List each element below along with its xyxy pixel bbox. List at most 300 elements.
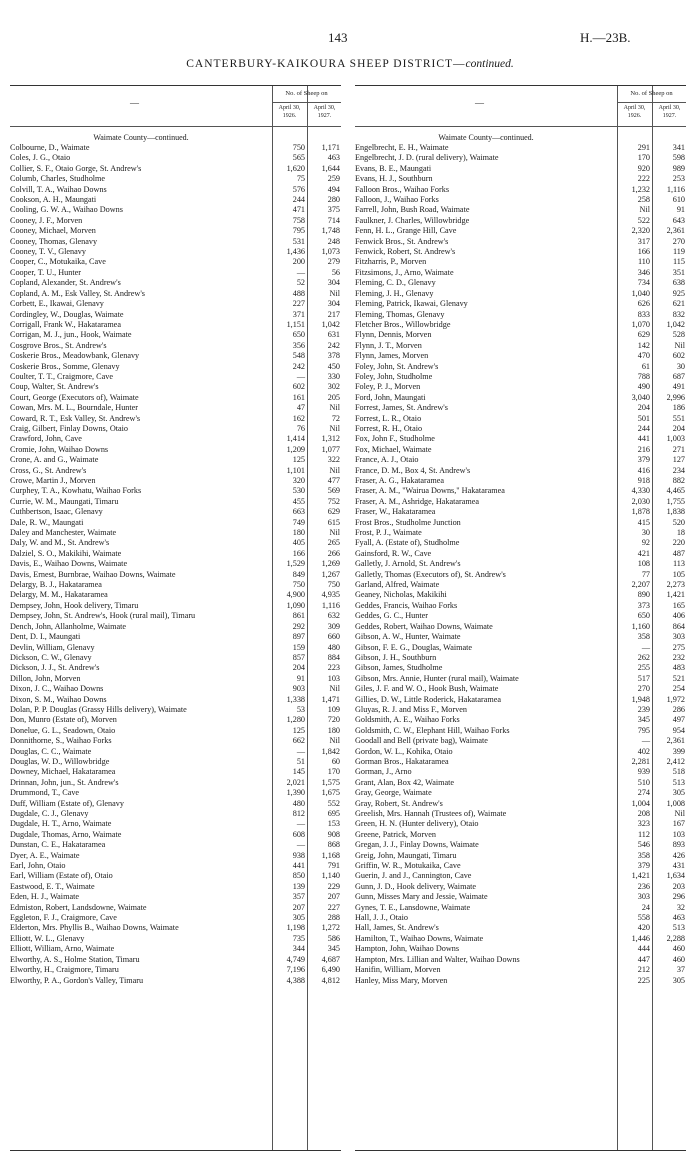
sheep-1927: 271 <box>672 444 685 454</box>
table-row <box>10 216 341 226</box>
sheep-1927: 629 <box>327 507 340 517</box>
owner-name: Foley, John, Studholme <box>355 371 433 381</box>
table-row <box>355 767 686 777</box>
table-row <box>10 601 341 611</box>
sheep-1927: 18 <box>676 528 685 538</box>
owner-name: Fraser, W., Hakataramea <box>355 507 436 517</box>
owner-name: Gainsford, R. W., Cave <box>355 548 432 558</box>
sheep-1927: 884 <box>327 652 340 662</box>
table-row <box>10 799 341 809</box>
owner-name: Flynn, Dennis, Morven <box>355 330 432 340</box>
sheep-1927: 586 <box>327 933 340 943</box>
table-row <box>355 726 686 736</box>
sheep-1927: 180 <box>327 725 340 735</box>
table-row <box>10 518 341 528</box>
sheep-1927: 1,116 <box>321 600 340 610</box>
sheep-1926: 92 <box>641 538 650 548</box>
owner-name: Geaney, Nicholas, Makikihi <box>355 590 447 600</box>
table-row <box>355 622 686 632</box>
table-row <box>355 944 686 954</box>
table-row <box>10 320 341 330</box>
sheep-1926: 159 <box>292 642 305 652</box>
sheep-1927: 1,748 <box>321 226 340 236</box>
owner-name: Guerin, J. and J., Cannington, Cave <box>355 871 472 881</box>
sheep-1927: Nil <box>674 809 685 818</box>
owner-name: Gray, George, Waimate <box>355 788 432 798</box>
owner-name: Evans, H. J., Southburn <box>355 174 433 184</box>
sheep-1926: 602 <box>292 382 305 392</box>
table-row <box>355 143 686 153</box>
sheep-1927: 165 <box>672 600 685 610</box>
sheep-1926: 166 <box>292 548 305 558</box>
owner-name: Cromie, John, Waihao Downs <box>10 444 109 454</box>
sheep-1926: 200 <box>292 257 305 267</box>
sheep-1927: 752 <box>327 496 340 506</box>
sheep-1926: 108 <box>637 559 650 569</box>
owner-name: Dickson, C. W., Glenavy <box>10 652 92 662</box>
table-row <box>10 653 341 663</box>
sheep-1927: 521 <box>672 673 685 683</box>
owner-name: Douglas, C. C., Waimate <box>10 746 92 756</box>
owner-name: Foley, John, St. Andrew's <box>355 361 439 371</box>
owner-name: Elworthy, A. S., Holme Station, Timaru <box>10 954 140 964</box>
table-row <box>10 840 341 850</box>
sheep-1926: 161 <box>292 392 305 402</box>
name-column-header: — <box>130 98 139 108</box>
right-table <box>355 85 686 1151</box>
owner-name: Forrest, L. R., Otaio <box>355 413 422 423</box>
table-row <box>355 205 686 215</box>
table-row <box>355 799 686 809</box>
sheep-1927: 30 <box>676 361 685 371</box>
sheep-1927: 322 <box>327 455 340 465</box>
sheep-1926: 920 <box>637 163 650 173</box>
sheep-1926: 1,070 <box>631 319 650 329</box>
sheep-1926: 4,388 <box>286 975 305 985</box>
sheep-1926: 204 <box>637 403 650 413</box>
table-row <box>355 923 686 933</box>
table-row <box>10 559 341 569</box>
table-row <box>10 424 341 434</box>
table-row <box>10 643 341 653</box>
sheep-1926: 255 <box>637 663 650 673</box>
table-row <box>355 153 686 163</box>
sheep-1926: 939 <box>637 767 650 777</box>
table-row <box>10 549 341 559</box>
owner-name: Dempsey, John, St. Andrew's, Hook (rural mail), Timaru <box>10 611 196 621</box>
owner-name: Hall, James, St. Andrew's <box>355 923 439 933</box>
owner-name: Hall, J. J., Otaio <box>355 913 408 923</box>
table-row <box>10 185 341 195</box>
owner-name: Fitzharris, P., Morven <box>355 257 427 267</box>
table-row <box>10 590 341 600</box>
table-row <box>355 164 686 174</box>
table-row <box>10 965 341 975</box>
sheep-1927: 303 <box>672 632 685 642</box>
sheep-1927: 615 <box>327 517 340 527</box>
table-row <box>355 226 686 236</box>
owner-name: Crone, A. and G., Waimate <box>10 455 99 465</box>
sheep-1927: 518 <box>672 767 685 777</box>
sheep-1927: 220 <box>672 538 685 548</box>
table-row <box>10 934 341 944</box>
sheep-1926: 470 <box>637 351 650 361</box>
owner-name: Falloon, J., Waihao Forks <box>355 195 439 205</box>
table-row <box>10 903 341 913</box>
owner-name: Dempsey, John, Hook delivery, Timaru <box>10 600 139 610</box>
sheep-1926: 795 <box>292 226 305 236</box>
table-row <box>10 226 341 236</box>
sheep-1926: 162 <box>292 413 305 423</box>
sheep-1926: 833 <box>637 309 650 319</box>
table-row <box>10 414 341 424</box>
table-row <box>10 528 341 538</box>
table-row <box>355 747 686 757</box>
sheep-1926: 236 <box>637 881 650 891</box>
sheep-1927: 483 <box>672 663 685 673</box>
sheep-1926: — <box>641 642 650 652</box>
sheep-1927: 266 <box>327 548 340 558</box>
sheep-1927: 203 <box>672 881 685 891</box>
table-row <box>10 299 341 309</box>
table-row <box>355 674 686 684</box>
owner-name: Dugdale, Thomas, Arno, Waimate <box>10 829 122 839</box>
sheep-1926: 1,338 <box>286 694 305 704</box>
table-row <box>355 237 686 247</box>
owner-name: Dillon, John, Morven <box>10 673 81 683</box>
sheep-1927: 1,003 <box>666 434 685 444</box>
table-row <box>355 185 686 195</box>
table-row <box>355 486 686 496</box>
sheep-1926: 225 <box>637 975 650 985</box>
table-row <box>10 445 341 455</box>
sheep-1926: 812 <box>292 809 305 818</box>
sheep-1926: 530 <box>292 486 305 496</box>
sheep-1926: 608 <box>292 829 305 839</box>
owner-name: Davis, Ernest, Burnbrae, Waihao Downs, Waimate <box>10 569 176 579</box>
sheep-1927: 954 <box>672 725 685 735</box>
sheep-1926: 938 <box>292 850 305 860</box>
sheep-1926: 345 <box>637 715 650 725</box>
sheep-1927: 660 <box>327 632 340 642</box>
sheep-1926: 548 <box>292 351 305 361</box>
owner-name: Greene, Patrick, Morven <box>355 829 436 839</box>
sheep-1927: 868 <box>327 840 340 850</box>
owner-name: Elworthy, H., Craigmore, Timaru <box>10 965 119 975</box>
sheep-1927: 288 <box>327 913 340 923</box>
table-row <box>355 757 686 767</box>
sheep-1926: 850 <box>292 871 305 881</box>
sheep-1927: 1,644 <box>321 163 340 173</box>
owner-name: Corrigan, M. J., jun., Hook, Waimate <box>10 330 132 340</box>
owner-name: Cosgrove Bros., St. Andrew's <box>10 340 107 350</box>
sheep-1927: 305 <box>672 975 685 985</box>
owner-name: Dyer, A. E., Waimate <box>10 850 80 860</box>
owner-name: Davis, E., Waihao Downs, Waimate <box>10 559 128 569</box>
sheep-1927: 296 <box>672 892 685 902</box>
table-row <box>10 736 341 746</box>
sheep-1927: 305 <box>672 788 685 798</box>
sheep-1927: 1,634 <box>666 871 685 881</box>
sheep-1927: 2,273 <box>666 580 685 590</box>
sheep-1927: 1,312 <box>321 434 340 444</box>
table-row <box>10 351 341 361</box>
sheep-1927: 1,675 <box>321 788 340 798</box>
sheep-1926: 52 <box>296 278 305 288</box>
sheep-1927: 60 <box>331 756 340 766</box>
table-row <box>355 663 686 673</box>
sheep-1927: 279 <box>327 257 340 267</box>
sheep-1926: — <box>296 267 305 277</box>
sheep-1926: 1,620 <box>286 163 305 173</box>
sheep-1927: 2,996 <box>666 392 685 402</box>
owner-name: Grant, Alan, Box 42, Waimate <box>355 777 455 787</box>
table-row <box>10 976 341 986</box>
sheep-1927: 621 <box>672 299 685 309</box>
sheep-1926: 30 <box>641 528 650 538</box>
owner-name: Gunn, J. D., Hook delivery, Waimate <box>355 881 476 891</box>
sheep-1926: 531 <box>292 236 305 246</box>
owner-name: Eastwood, E. T., Waimate <box>10 881 95 891</box>
sheep-1927: 4,812 <box>321 975 340 985</box>
sheep-1926: 262 <box>637 652 650 662</box>
sheep-1926: 344 <box>292 944 305 954</box>
owner-name: Cooper, C., Motukaika, Cave <box>10 257 106 267</box>
sheep-1926: 405 <box>292 538 305 548</box>
table-row <box>355 934 686 944</box>
table-row <box>355 611 686 621</box>
sheep-1926: 47 <box>296 403 305 413</box>
owner-name: Gibson, J. H., Southburn <box>355 652 437 662</box>
sheep-1927: 115 <box>673 257 685 267</box>
sheep-1926: 1,004 <box>631 798 650 808</box>
owner-name: Devlin, William, Glenavy <box>10 642 95 652</box>
sheep-count-header: No. of Sheep on <box>272 86 341 103</box>
table-row <box>355 507 686 517</box>
table-row <box>10 809 341 819</box>
table-row <box>355 434 686 444</box>
county-section-heading: Waimate County—continued. <box>93 133 189 142</box>
table-row <box>355 195 686 205</box>
table-row <box>10 674 341 684</box>
county-section-heading: Waimate County—continued. <box>438 133 534 142</box>
sheep-1927: 687 <box>672 371 685 381</box>
sheep-1926: 1,160 <box>631 621 650 631</box>
table-row <box>355 851 686 861</box>
sheep-1926: — <box>296 371 305 381</box>
owner-name: Evans, B. E., Maungati <box>355 163 432 173</box>
owner-name: Galletly, J. Arnold, St. Andrew's <box>355 559 461 569</box>
sheep-1927: 1,269 <box>321 559 340 569</box>
sheep-1927: Nil <box>674 340 685 350</box>
sheep-1926: 415 <box>637 517 650 527</box>
sheep-1926: 890 <box>637 590 650 600</box>
sheep-1927: 528 <box>672 330 685 340</box>
owner-name: Gibson, A. W., Hunter, Waimate <box>355 632 461 642</box>
sheep-1927: 205 <box>327 392 340 402</box>
sheep-1927: Nil <box>329 736 340 746</box>
table-row <box>10 788 341 798</box>
table-row <box>10 330 341 340</box>
sheep-1926: 145 <box>292 767 305 777</box>
sheep-1926: 239 <box>637 704 650 714</box>
owner-name: Forrest, James, St. Andrew's <box>355 403 448 413</box>
owner-name: Fraser, A. M., "Wairua Downs," Hakataramea <box>355 486 505 496</box>
sheep-1927: 1,116 <box>666 184 685 194</box>
sheep-1926: 305 <box>292 913 305 923</box>
table-row <box>355 216 686 226</box>
sheep-1926: 488 <box>292 288 305 298</box>
sheep-1926: 480 <box>292 798 305 808</box>
sheep-1926: 110 <box>638 257 650 267</box>
sheep-1927: 450 <box>327 361 340 371</box>
sheep-1927: 378 <box>327 351 340 361</box>
table-row <box>355 976 686 986</box>
table-row <box>355 778 686 788</box>
owner-name: Griffin, W. R., Motukaika, Cave <box>355 861 461 871</box>
sheep-1927: 1,842 <box>321 746 340 756</box>
sheep-1926: 510 <box>637 777 650 787</box>
sheep-1927: 1,267 <box>321 569 340 579</box>
owner-name: Downey, Michael, Hakataramea <box>10 767 116 777</box>
sheep-1926: 1,280 <box>286 715 305 725</box>
sheep-1926: 258 <box>637 195 650 205</box>
sheep-1927: 602 <box>672 351 685 361</box>
table-row <box>355 903 686 913</box>
table-row <box>10 757 341 767</box>
sheep-1926: 788 <box>637 371 650 381</box>
table-row <box>10 861 341 871</box>
sheep-1927: 4,465 <box>666 486 685 496</box>
sheep-1926: 857 <box>292 652 305 662</box>
sheep-1926: 3,040 <box>631 392 650 402</box>
owner-rows <box>355 143 686 986</box>
owner-name: Earl, William (Estate of), Otaio <box>10 871 113 881</box>
sheep-1926: 112 <box>638 829 650 839</box>
owner-name: Corbett, E., Ikawai, Glenavy <box>10 299 104 309</box>
sheep-1927: 1,272 <box>321 923 340 933</box>
table-row <box>10 362 341 372</box>
owner-name: Green, H. N. (Hunter delivery), Otaio <box>355 819 479 829</box>
sheep-1926: Nil <box>639 205 650 215</box>
sheep-1927: 551 <box>672 413 685 423</box>
table-row <box>355 861 686 871</box>
table-row <box>355 695 686 705</box>
sheep-1927: 72 <box>331 413 340 423</box>
sheep-1926: 490 <box>637 382 650 392</box>
owner-name: Hanifin, William, Morven <box>355 965 441 975</box>
sheep-1926: 125 <box>292 725 305 735</box>
sheep-1927: 463 <box>327 153 340 163</box>
sheep-1927: 480 <box>327 642 340 652</box>
sheep-1927: 513 <box>672 777 685 787</box>
owner-name: Gibson, James, Studholme <box>355 663 443 673</box>
sheep-1926: 270 <box>637 684 650 694</box>
table-row <box>355 684 686 694</box>
sheep-1926: 626 <box>637 299 650 309</box>
sheep-1926: 441 <box>637 434 650 444</box>
sheep-1927: 302 <box>327 382 340 392</box>
sheep-1927: 37 <box>676 965 685 975</box>
sheep-1926: 662 <box>292 736 305 746</box>
table-row <box>355 715 686 725</box>
sheep-1926: 75 <box>296 174 305 184</box>
table-row <box>10 622 341 632</box>
sheep-1927: 270 <box>672 236 685 246</box>
sheep-1927: 610 <box>672 195 685 205</box>
table-row <box>355 268 686 278</box>
owner-name: Fox, Michael, Waimate <box>355 444 432 454</box>
title-main: CANTERBURY-KAIKOURA SHEEP DISTRICT— <box>186 58 466 70</box>
owner-name: Galletly, Thomas (Executors of), St. Andrew's <box>355 569 506 579</box>
table-row <box>10 663 341 673</box>
sheep-1926: 441 <box>292 861 305 871</box>
sheep-1926: 51 <box>296 756 305 766</box>
sheep-1926: 517 <box>637 673 650 683</box>
sheep-1926: 1,446 <box>631 933 650 943</box>
sheep-1927: 2,361 <box>666 736 685 746</box>
sheep-1927: 232 <box>672 652 685 662</box>
owner-name: Dent, D. I., Maungati <box>10 632 81 642</box>
sheep-1927: 4,687 <box>321 954 340 964</box>
table-row <box>10 403 341 413</box>
table-row <box>10 819 341 829</box>
owner-name: Cooling, G. W. A., Waihao Downs <box>10 205 123 215</box>
table-row <box>355 788 686 798</box>
sheep-1926: 212 <box>637 965 650 975</box>
owner-name: Forrest, R. H., Otaio <box>355 423 423 433</box>
owner-name: Columb, Charles, Studholme <box>10 174 106 184</box>
sheep-1926: — <box>296 819 305 829</box>
table-row <box>355 476 686 486</box>
sheep-1927: 375 <box>327 205 340 215</box>
sheep-1926: 373 <box>637 600 650 610</box>
table-row <box>10 486 341 496</box>
table-row <box>10 247 341 257</box>
sheep-1927: Nil <box>329 684 340 694</box>
sheep-1926: 546 <box>637 840 650 850</box>
owner-name: Duff, William (Estate of), Glenavy <box>10 798 124 808</box>
owner-name: Fleming, J. H., Glenavy <box>355 288 434 298</box>
table-row <box>355 871 686 881</box>
sheep-1926: 2,030 <box>631 496 650 506</box>
owner-name: Collier, S. F., Otaio Gorge, St. Andrew's <box>10 163 142 173</box>
table-row <box>355 445 686 455</box>
table-row <box>355 549 686 559</box>
table-row <box>10 851 341 861</box>
sheep-1926: 471 <box>292 205 305 215</box>
table-row <box>10 632 341 642</box>
owner-name: Cooney, Michael, Morven <box>10 226 96 236</box>
sheep-1926: 207 <box>292 902 305 912</box>
table-row <box>10 257 341 267</box>
sheep-1927: 186 <box>672 403 685 413</box>
owner-name: Frost, P. J., Waimate <box>355 528 422 538</box>
table-row <box>355 538 686 548</box>
sheep-1927: 632 <box>327 611 340 621</box>
table-row <box>10 289 341 299</box>
table-row <box>355 247 686 257</box>
table-row <box>355 913 686 923</box>
owner-name: Engelbrecht, E. H., Waimate <box>355 143 449 152</box>
sheep-1927: 426 <box>672 850 685 860</box>
sheep-1927: 1,171 <box>321 143 340 152</box>
sheep-1927: 893 <box>672 840 685 850</box>
table-row <box>355 424 686 434</box>
sheep-1926: 77 <box>641 569 650 579</box>
sheep-1927: 330 <box>327 371 340 381</box>
year-1926-header: April 30, 1926. <box>623 105 646 119</box>
